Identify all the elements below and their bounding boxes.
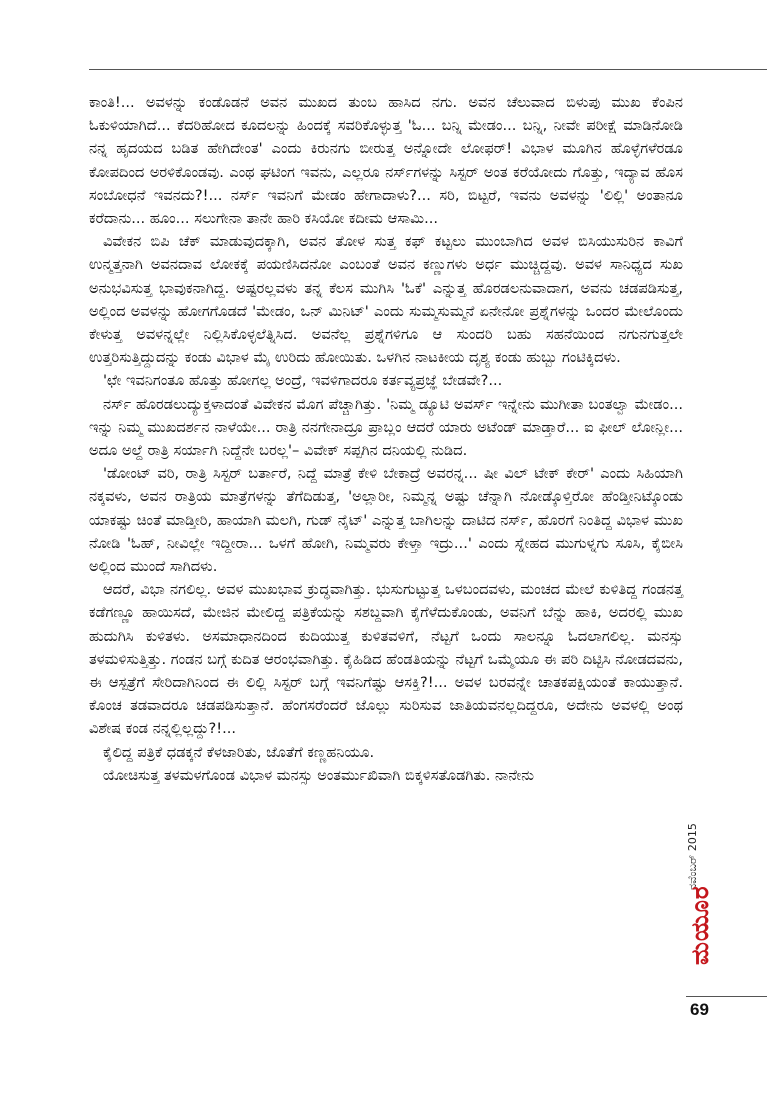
paragraph: 'ಡೋಂಟ್ ವರಿ, ರಾತ್ರಿ ಸಿಸ್ಟರ್ ಬರ್ತಾರೆ, ನಿದ್ದೆ ಮಾತ್ರೆ ಕೇಳಿ ಬೇಕಾದ್ರೆ ಅವರನ್ನ... ಷೀ ವಿಲ್ ಟೇಕ್ ಕೇರ್' ಎಂದು ಸಿಹಿಯಾಗಿ ನಕ್ಕವಳು, ಅವನ ರಾತ್ರಿಯ ಮಾತ್ರೆಗಳನ್ನು ತೆಗೆದಿಡುತ್ತ, 'ಅಲ್ಲಾರೀ, ನಿಮ್ಮನ್ನ ಅಷ್ಟು ಚೆನ್ನಾಗಿ ನೋಡ್ಕೊಳ್ತಿರೋ ಹೆಂಡ್ತೀನಿಟ್ಕೊಂಡು ಯಾಕಷ್ಟು ಚಿಂತೆ ಮಾಡ್ತೀರಿ, ಹಾಯಾಗಿ ಮಲಗಿ, ಗುಡ್ ನೈಟ್' ಎನ್ನುತ್ತ ಬಾಗಿಲನ್ನು ದಾಟಿದ ನರ್ಸ್, ಹೊರಗೆ ನಿಂತಿದ್ದ ವಿಭಾಳ ಮುಖ ನೋಡಿ 'ಓಹ್, ನೀವಿಲ್ಲೇ ಇದ್ದೀರಾ... ಒಳಗೆ ಹೋಗಿ, ನಿಮ್ಮವರು ಕೇಳ್ತಾ ಇದ್ರು...' ಎಂದು ಸ್ನೇಹದ ಮುಗುಳ್ನಗು ಸೂಸಿ, ಕೈಬೀಸಿ ಅಲ್ಲಿಂದ ಮುಂದೆ ಸಾಗಿದಳು. [89,465,683,576]
paragraph: ವಿವೇಕನ ಬಿಪಿ ಚೆಕ್ ಮಾಡುವುದಕ್ಕಾಗಿ, ಅವನ ತೋಳ ಸುತ್ತ ಕಫ್ ಕಟ್ಟಲು ಮುಂಬಾಗಿದ ಅವಳ ಬಿಸಿಯುಸುರಿನ ಕಾವಿಗೆ ಉನ್ಮತ್ತನಾಗಿ ಅವನದಾವ ಲೋಕಕ್ಕೆ ಪಯಣಿಸಿದನೋ ಎಂಬಂತೆ ಅವನ ಕಣ್ಣುಗಳು ಅರ್ಧ ಮುಚ್ಚಿದ್ದವು. ಅವಳ ಸಾನಿಧ್ಯದ ಸುಖ ಅನುಭವಿಸುತ್ತ ಭಾವುಕನಾಗಿದ್ದ. ಅಷ್ಟರಲ್ಲವಳು ತನ್ನ ಕೆಲಸ ಮುಗಿಸಿ 'ಓಕೆ' ಎನ್ನುತ್ತ ಹೊರಡಲನುವಾದಾಗ, ಅವನು ಚಡಪಡಿಸುತ್ತ, ಅಲ್ಲಿಂದ ಅವಳನ್ನು ಹೋಗಗೊಡದೆ 'ಮೇಡಂ, ಒನ್ ಮಿನಿಟ್' ಎಂದು ಸುಮ್ಮಸುಮ್ಮನೆ ಏನೇನೋ ಪ್ರಶ್ನೆಗಳನ್ನು ಒಂದರ ಮೇಲೊಂದು ಕೇಳುತ್ತ ಅವಳನ್ನಲ್ಲೇ ನಿಲ್ಲಿಸಿಕೊಳ್ಳಲೆತ್ನಿಸಿದ. ಅವನೆಲ್ಲ ಪ್ರಶ್ನೆಗಳಿಗೂ ಆ ಸುಂದರಿ ಬಹು ಸಹನೆಯಿಂದ ನಗುನಗುತ್ತಲೇ ಉತ್ತರಿಸುತ್ತಿದ್ದುದನ್ನು ಕಂಡು ವಿಭಾಳ ಮೈ ಉರಿದು ಹೋಯಿತು. ಒಳಗಿನ ನಾಟಕೀಯ ದೃಶ್ಯ ಕಂಡು ಹುಬ್ಬು ಗಂಟಿಕ್ಕಿದಳು. [89,233,683,367]
footer-rule [686,996,767,997]
paragraph: ಕೈಲಿದ್ದ ಪತ್ರಿಕೆ ಧಡಕ್ಕನೆ ಕೆಳಜಾರಿತು, ಜೊತೆಗೆ ಕಣ್ಣಹನಿಯೂ. [103,743,375,761]
paragraph: 'ಛೇ ಇವನಿಗಂತೂ ಹೊತ್ತು ಹೋಗಲ್ಲ ಅಂದ್ರೆ, ಇವಳಿಗಾದರೂ ಕರ್ತವ್ಯಪ್ರಜ್ಞೆ ಬೇಡವೇ?... [103,372,503,390]
side-masthead [686,770,716,970]
article-body [89,91,683,787]
paragraph: ಆದರೆ, ವಿಭಾ ನಗಲಿಲ್ಲ. ಅವಳ ಮುಖಭಾವ ಕ್ರುದ್ಧವಾಗಿತ್ತು. ಭುಸುಗುಟ್ಟುತ್ತ ಒಳಬಂದವಳು, ಮಂಚದ ಮೇಲೆ ಕುಳಿತಿದ್ದ ಗಂಡನತ್ತ ಕಡೆಗಣ್ಣೂ ಹಾಯಿಸದೆ, ಮೇಜಿನ ಮೇಲಿದ್ದ ಪತ್ರಿಕೆಯನ್ನು ಸಶಬ್ದವಾಗಿ ಕೈಗೆಳೆದುಕೊಂಡು, ಅವನಿಗೆ ಬೆನ್ನು ಹಾಕಿ, ಅದರಲ್ಲಿ ಮುಖ ಹುದುಗಿಸಿ ಕುಳಿತಳು. ಅಸಮಾಧಾನದಿಂದ ಕುದಿಯುತ್ತ ಕುಳಿತವಳಿಗೆ, ನೆಟ್ಟಗೆ ಒಂದು ಸಾಲನ್ನೂ ಓದಲಾಗಲಿಲ್ಲ. ಮನಸ್ಸು ತಳಮಳಿಸುತ್ತಿತ್ತು. ಗಂಡನ ಬಗ್ಗೆ ಕುದಿತ ಆರಂಭವಾಗಿತ್ತು. ಕೈಹಿಡಿದ ಹೆಂಡತಿಯನ್ನು ನೆಟ್ಟಗೆ ಒಮ್ಮೆಯೂ ಈ ಪರಿ ದಿಟ್ಟಿಸಿ ನೋಡದವನು, ಈ ಆಸ್ಪತ್ರೆಗೆ ಸೇರಿದಾಗಿನಿಂದ ಈ ಲಿಲ್ಲಿ ಸಿಸ್ಟರ್ ಬಗ್ಗೆ ಇವನಿಗೆಷ್ಟು ಆಸಕ್ತಿ?!... ಅವಳ ಬರವನ್ನೇ ಚಾತಕಪಕ್ಷಿಯಂತೆ ಕಾಯುತ್ತಾನೆ. ಕೊಂಚ ತಡವಾದರೂ ಚಡಪಡಿಸುತ್ತಾನೆ. ಹೆಂಗಸರೆಂದರೆ ಜೊಲ್ಲು ಸುರಿಸುವ ಜಾತಿಯವನಲ್ಲದಿದ್ದರೂ, ಅದೇನು ಅವಳಲ್ಲಿ ಅಂಥ ವಿಶೇಷ ಕಂಡ ನನ್ನಲ್ಲಿಲ್ಲದ್ದು?!... [89,581,683,738]
header-rule [89,69,767,70]
paragraph: ಕಾಂತಿ!... ಅವಳನ್ನು ಕಂಡೊಡನೆ ಅವನ ಮುಖದ ತುಂಬ ಹಾಸಿದ ನಗು. ಅವನ ಚೆಲುವಾದ ಬಿಳುಪು ಮುಖ ಕೆಂಪಿನ ಓಕುಳಿಯಾಗಿದೆ... ಕೆದರಿಹೋದ ಕೂದಲನ್ನು ಹಿಂದಕ್ಕೆ ಸವರಿಕೊಳ್ಳುತ್ತ 'ಓ... ಬನ್ನಿ ಮೇಡಂ... ಬನ್ನಿ, ನೀವೇ ಪರೀಕ್ಷೆ ಮಾಡಿನೋಡಿ ನನ್ನ ಹೃದಯದ ಬಡಿತ ಹೇಗಿದೇಂತ' ಎಂದು ಕಿರುನಗು ಬೀರುತ್ತ ಅನ್ನೋದೇ ಲೋಫರ್! ವಿಭಾಳ ಮೂಗಿನ ಹೊಳ್ಳೆಗಳೆರಡೂ ಕೋಪದಿಂದ ಅರಳಿಕೊಂಡವು. ಎಂಥ ಘಟಿಂಗ ಇವನು, ಎಲ್ಲರೂ ನರ್ಸ್‌ಗಳನ್ನು ಸಿಸ್ಟರ್ ಅಂತ ಕರೆಯೋದು ಗೊತ್ತು, ಇದ್ಯಾವ ಹೊಸ ಸಂಬೋಧನೆ ಇವನದು?!... ನರ್ಸ್ ಇವನಿಗೆ ಮೇಡಂ ಹೇಗಾದಾಳು?... ಸರಿ, ಬಿಟ್ಟರೆ, ಇವನು ಅವಳನ್ನು 'ಲಿಲ್ಲಿ' ಅಂತಾನೂ ಕರೆದಾನು... ಹೂಂ... ಸಲುಗೇನಾ ತಾನೇ ಹಾರಿ ಕಸಿಯೋ ಕದೀಮ ಆಸಾಮಿ... [89,94,683,228]
paragraph: ನರ್ಸ್ ಹೊರಡಲುದ್ಯುಕ್ತಳಾದಂತೆ ವಿವೇಕನ ಮೊಗ ಪೆಚ್ಚಾಗಿತ್ತು. 'ನಿಮ್ಮ ಡ್ಯೂಟಿ ಅವರ್ಸ್ ಇನ್ನೇನು ಮುಗೀತಾ ಬಂತಲ್ವಾ ಮೇಡಂ... ಇನ್ನು ನಿಮ್ಮ ಮುಖದರ್ಶನ ನಾಳೆಯೇ... ರಾತ್ರಿ ನನಗೇನಾದ್ರೂ ಪ್ರಾಬ್ಲಂ ಆದರೆ ಯಾರು ಅಟೆಂಡ್ ಮಾಡ್ತಾರೆ... ಐ ಫೀಲ್ ಲೋನ್ಲೀ... ಅದೂ ಅಲ್ದೆ ರಾತ್ರಿ ಸರ್ಯಾಗಿ ನಿದ್ದೆನೇ ಬರಲ್ಲ'– ವಿವೇಕ್ ಸಪ್ಪಗಿನ ದನಿಯಲ್ಲಿ ನುಡಿದ. [89,395,683,460]
magazine-logo: ಮಯೂರ [686,885,714,965]
issue-date: ನವೆಂಬರ್ 2015 [686,823,699,890]
paragraph: ಯೋಚಿಸುತ್ತ ತಳಮಳಗೊಂಡ ವಿಭಾಳ ಮನಸ್ಸು ಅಂತರ್ಮುಖಿವಾಗಿ ಬಿಕ್ಕಳಿಸತೊಡಗಿತು. ನಾನೇನು [103,766,534,784]
page-number: 69 [690,1000,709,1019]
